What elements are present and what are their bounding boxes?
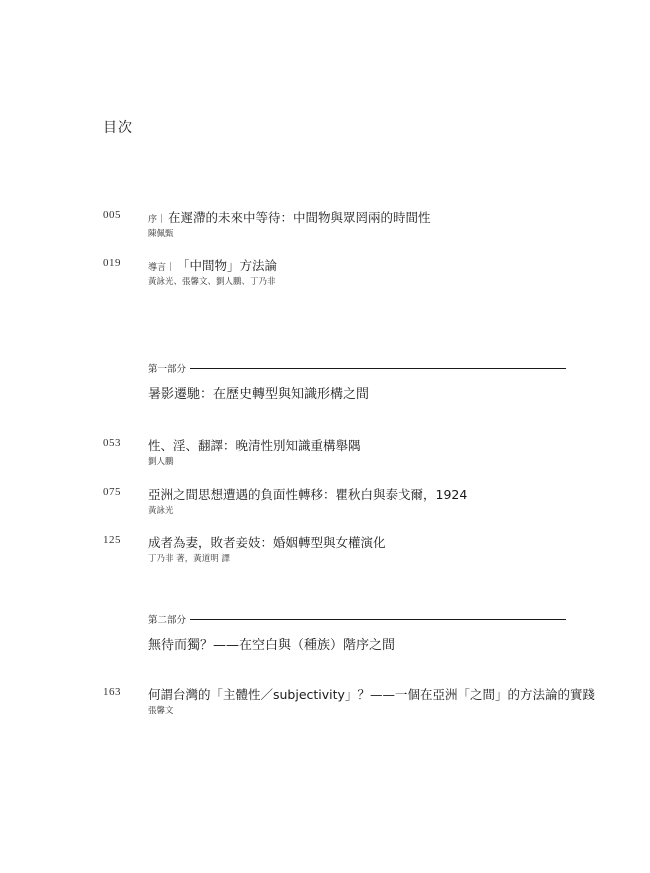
page-number: 125	[103, 534, 121, 546]
entry-title	[148, 208, 431, 226]
part-label: 第二部分	[148, 612, 190, 626]
entry-author: 黃詠光、張馨文、劉人鵬、丁乃非	[148, 277, 276, 287]
entry-author: 丁乃非 著，黃道明 譯	[148, 554, 230, 564]
entry-author: 陳佩甄	[148, 229, 174, 239]
page-title: 目次	[103, 120, 133, 136]
entry-author: 劉人鵬	[148, 457, 174, 467]
entry-title-text: 「中間物」方法論	[177, 258, 278, 273]
part-two-header	[148, 613, 566, 653]
part-title: 無待而獨？——在空白與（種族）階序之間	[148, 638, 396, 653]
page-number: 019	[103, 257, 121, 269]
part-label-row	[148, 613, 566, 625]
entry-title: 何謂台灣的「主體性／subjectivity」？——一個在亞洲「之間」的方法論的實踐	[148, 687, 595, 702]
part-one-header	[148, 362, 566, 402]
page-number: 075	[103, 486, 121, 498]
entry-title	[148, 256, 277, 274]
entry-prefix: 導言｜	[148, 263, 176, 273]
part-divider	[190, 619, 566, 620]
part-label: 第一部分	[148, 361, 190, 375]
entry-title: 性、淫、翻譯：晚清性別知識重構舉隅	[148, 438, 361, 453]
part-title: 暑影遷馳：在歷史轉型與知識形構之間	[148, 387, 370, 402]
page-number: 005	[103, 209, 121, 221]
page-number: 053	[103, 437, 121, 449]
part-divider	[190, 368, 566, 369]
entry-title: 成者為妻，敗者妾妓：婚姻轉型與女權演化	[148, 535, 386, 550]
entry-author: 張馨文	[148, 706, 174, 716]
entry-title-text: 在遲滯的未來中等待：中間物與眾罔兩的時間性	[168, 210, 431, 225]
entry-title: 亞洲之間思想遭遇的負面性轉移：瞿秋白與泰戈爾，1924	[148, 487, 468, 502]
part-label-row	[148, 362, 566, 374]
entry-author: 黃詠光	[148, 506, 174, 516]
entry-prefix: 序｜	[148, 215, 167, 225]
page-number: 163	[103, 686, 121, 698]
